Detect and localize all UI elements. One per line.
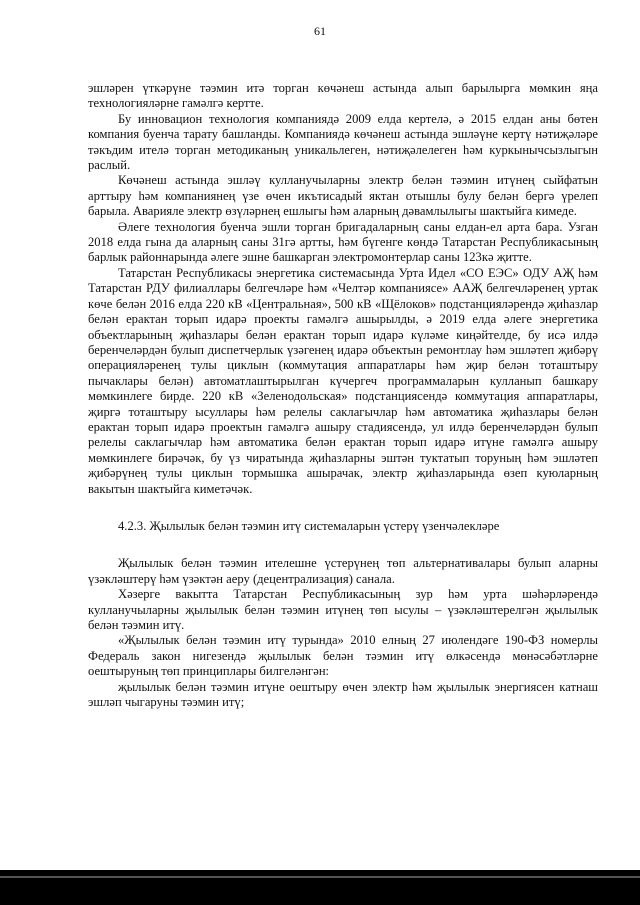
paragraph: «Җылылык белән тәэмин итү турында» 2010 елның 27 июлендәге 190-ФЗ номерлы Федераль закон нигезендә җылылык белән тәэмин итү өлкәсендә мөнәсәбәтләрне оештыруның төп принциплары билгеләнгән: <box>88 633 598 679</box>
section-heading: 4.2.3. Җылылык белән тәэмин итү системаларын үстерү үзенчәлекләре <box>118 518 500 533</box>
paragraph: Әлеге технология буенча эшли торган бригадаларның саны елдан-ел арта бара. Узган 2018 елда гына да аларның саны 31гә артты, һәм бүгенге көндә Татарстан Республикасының барлык районнарында әлеге эшне башкарган электромонтерлар саны 123кә җитте. <box>88 219 598 265</box>
document-body <box>88 81 598 710</box>
paragraph: Татарстан Республикасы энергетика системасында Урта Идел «СО ЕЭС» ОДУ АҖ һәм Татарстан РДУ филиаллары белгечләре һәм «Челтәр компаниясе» ААҖ белгечләренең уртак көче белән 2016 елда 220 кВ «Центральная», 500 кВ «Щёлоков» подстанцияләрендә җиһазлар белән ерактан торып идарә проекты гамәлгә ашырылды, ә 2019 елда әлеге энергетика объектларының җиһазлары белән ерактан торып идарә күләме киңәйтелде, бу исә илдә беренчеләрдән булып диспетчерлык үзәгенең идарә объектын ремонтлау һәм эшләтеп җибәрү операцияләренең тулы циклын (коммутация аппаратлары һәм җир белән тоташтыру пычаклары белән) автоматлаштырылган күчергеч программаларын кулланып башкару мөмкинлеге бирде. 220 кВ «Зеленодольская» подстанциясендә коммутация аппаратлары, җиргә тоташтыру ысуллары һәм релелы саклагычлар һәм автоматика җиһазлары белән ерактан торып идарә проектын гамәлгә ашыру стадиясендә, ул илдә беренчеләрдән булып релелы саклагычлар һәм автоматика белән ерактан торып идарә итүне гамәлгә ашыру мөмкинлеге бирәчәк, бу үз чиратында җиһазларны эштән туктатып торуның һәм эшләтеп җибәрүнең тулы циклын тормышка ашырачак, электр җиһазларында өзеп куюларның вакытын шактыйга киметәчәк. <box>88 265 598 496</box>
paragraph: Көчәнеш астында эшләү кулланучыларны электр белән тәэмин итүнең сыйфатын арттыру һәм компаниянең үзе өчен икътисадый яктан отышлы булу белән бергә үрелеп барыла. Аварияле электр өзүләрнең ешлыгы һәм аларның дәвамлылыгы шактыйга кимеде. <box>88 173 598 219</box>
paragraph: җылылык белән тәэмин итүне оештыру өчен электр һәм җылылык энергиясен катнаш эшләп чыгаруны тәэмин итү; <box>88 679 598 710</box>
paragraph: Бу инновацион технология компаниядә 2009 елда кертелә, ә 2015 елдан аны бөтен компания буенча тарату башланды. Компаниядә көчәнеш астында эшләүне кертү нәтиҗәләре тәкъдим ителә торган методиканың уникальлеген, нәтиҗәлелеген һәм куркынычсызлыгын раслый. <box>88 111 598 173</box>
paragraph: Җылылык белән тәэмин ителешне үстерүнең төп альтернативалары булып аларны үзәкләштерү һәм үзәктән аеру (децентрализация) санала. <box>88 556 598 586</box>
scan-streak <box>0 876 640 878</box>
paragraph: эшләрен үткәрүне тәэмин итә торган көчәнеш астында алып барылырга мөмкин яңа технологияләрне гамәлгә керттe. <box>88 81 598 111</box>
scan-bottom-edge <box>0 870 640 905</box>
page-number: 61 <box>314 24 326 38</box>
paragraph: Хәзерге вакытта Татарстан Республикасының зур һәм урта шәһәрләрендә кулланучыларны җылылык белән тәэмин итүнең төп ысулы – үзәкләштерелгән җылылык белән тәэмин итү. <box>88 587 598 632</box>
